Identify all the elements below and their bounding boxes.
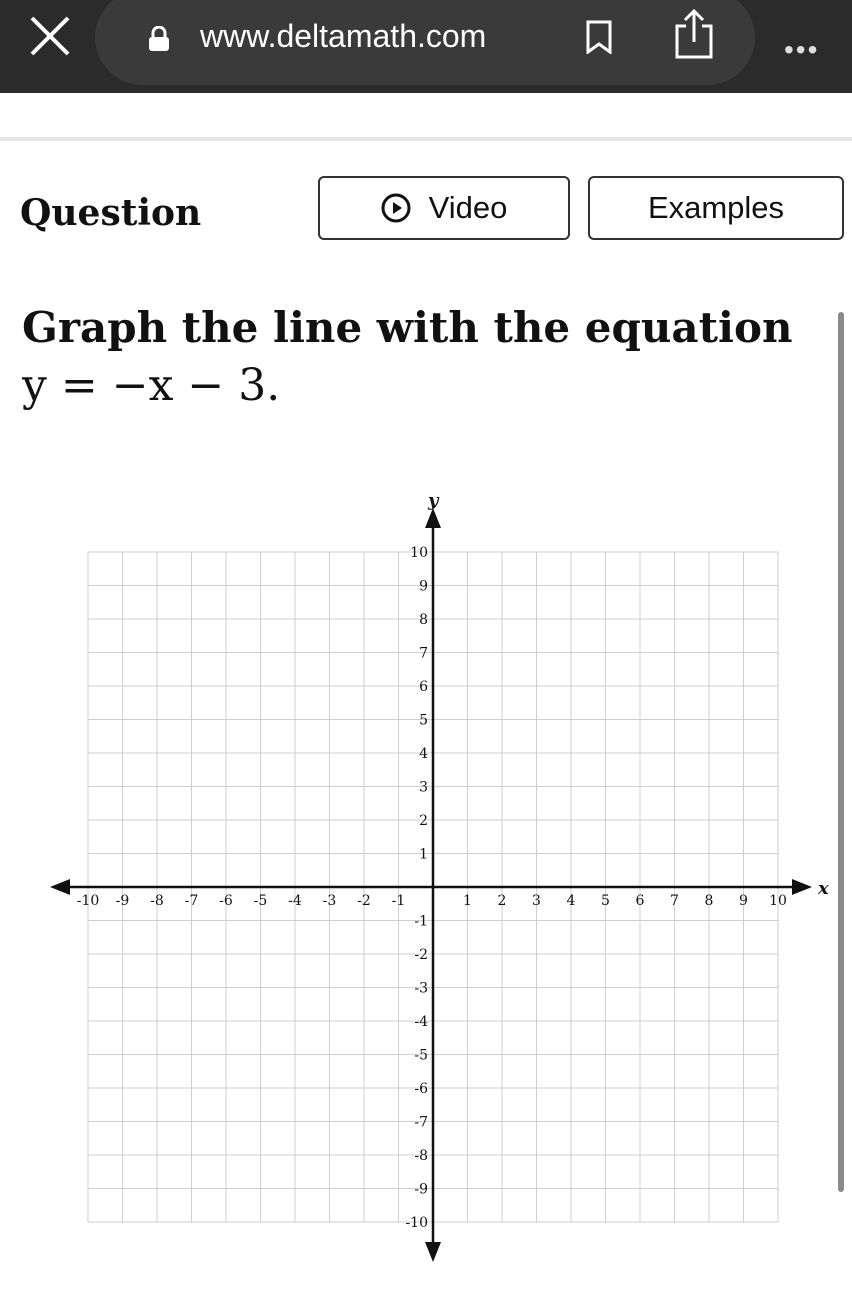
y-tick-label: 2 [419, 813, 428, 829]
x-tick-label: 3 [532, 893, 541, 909]
x-tick-label: 7 [670, 893, 679, 909]
y-axis-top-arrow [425, 508, 441, 528]
x-tick-label: -10 [76, 893, 100, 909]
y-tick-label: -1 [414, 913, 428, 930]
y-tick-label: -8 [414, 1148, 428, 1164]
y-tick-label: 4 [419, 746, 428, 762]
y-tick-label: 3 [419, 779, 428, 796]
x-axis-right-arrow [792, 879, 812, 895]
y-tick-label: -9 [414, 1181, 428, 1198]
y-tick-label: 8 [419, 612, 428, 628]
y-tick-label: -10 [405, 1215, 428, 1231]
y-tick-label: 1 [419, 846, 428, 863]
coordinate-plane[interactable] [0, 480, 852, 1270]
x-axis-left-arrow [50, 879, 70, 895]
x-tick-label: -2 [357, 893, 371, 909]
examples-button-label: Examples [647, 190, 785, 225]
y-tick-label: 5 [419, 712, 428, 729]
y-tick-label: 6 [419, 679, 428, 695]
x-tick-label: -5 [253, 893, 268, 909]
y-tick-label: -3 [414, 980, 428, 997]
x-tick-label: 5 [601, 893, 610, 909]
close-icon[interactable] [28, 14, 72, 58]
x-tick-label: 6 [635, 893, 645, 909]
y-tick-label: -2 [414, 947, 428, 963]
x-tick-label: 1 [463, 893, 472, 909]
x-axis-label: x [818, 878, 829, 899]
question-prompt: Graph the line with the equation [22, 303, 793, 352]
y-tick-label: 7 [419, 645, 428, 662]
y-tick-label: -4 [414, 1014, 428, 1030]
y-tick-label: -6 [414, 1081, 428, 1097]
axes [50, 508, 812, 1262]
y-tick-label: 9 [419, 578, 428, 595]
video-button[interactable] [318, 176, 570, 240]
x-tick-label: -3 [322, 893, 337, 909]
video-button-label: Video [428, 190, 508, 225]
x-tick-label: -9 [115, 893, 130, 909]
x-tick-label: 4 [566, 893, 576, 909]
url-text[interactable]: www.deltamath.com [200, 18, 487, 54]
x-tick-label: -4 [288, 893, 302, 909]
y-tick-label: -5 [414, 1047, 428, 1064]
x-tick-label: -6 [219, 893, 233, 909]
question-heading: Question [20, 192, 202, 234]
share-icon[interactable] [672, 8, 716, 60]
y-axis-label: y [428, 490, 439, 511]
y-tick-label: -7 [414, 1114, 428, 1131]
x-tick-label: -1 [391, 893, 406, 909]
x-tick-label: 9 [739, 893, 748, 909]
page-top-strip [0, 93, 852, 137]
browser-toolbar [0, 0, 852, 93]
x-tick-label: 10 [769, 893, 787, 909]
x-tick-label: 8 [704, 893, 714, 909]
more-options-icon[interactable]: ••• [784, 34, 820, 65]
examples-button[interactable] [588, 176, 844, 240]
equation-text: y = −x − 3. [22, 360, 281, 411]
x-tick-label: -8 [150, 893, 164, 909]
x-tick-label: 2 [497, 893, 507, 909]
x-tick-label: -7 [184, 893, 199, 909]
play-circle-icon [381, 193, 411, 223]
y-axis-bottom-arrow [425, 1242, 441, 1262]
bookmark-icon[interactable] [586, 20, 612, 54]
divider [0, 137, 852, 141]
y-tick-label: 10 [410, 545, 428, 561]
lock-icon [148, 26, 170, 52]
